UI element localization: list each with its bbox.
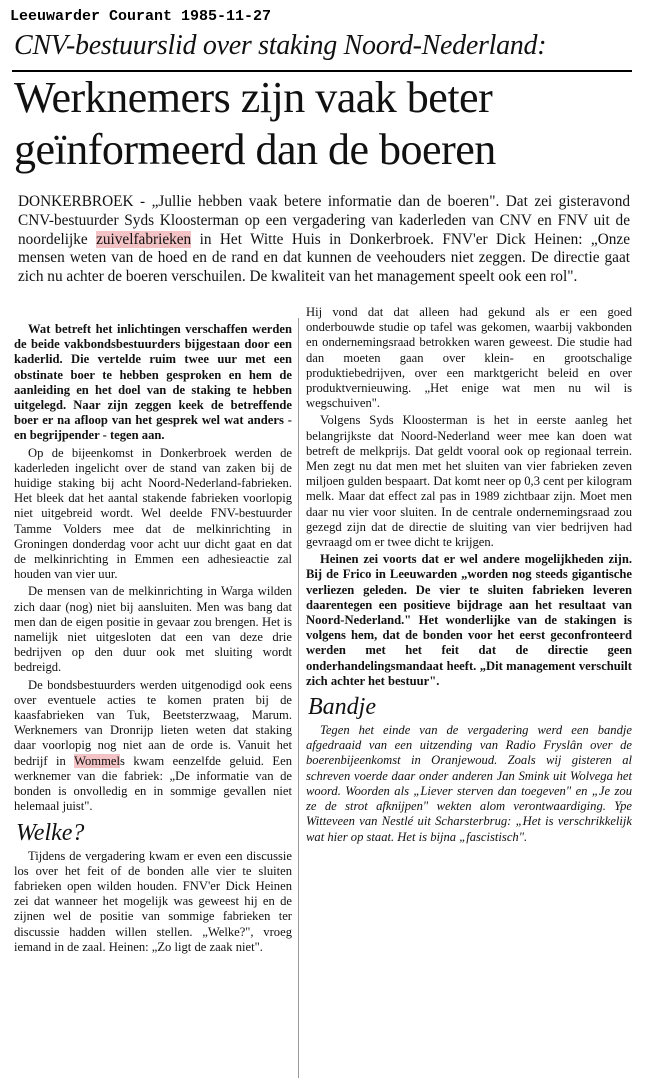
highlight-wommels: Wommel [74,753,120,768]
left-paragraph-2: Op de bijeenkomst in Donkerbroek werden de kaderleden ingelicht over de stand van zaken bij de huidige staking bij acht Noord-Nederland-fabrieken. Het bleek dat het aantal stakende fabrieken voorlopig niet uitgebreid wordt. Wel deelde FNV-bestuurder Tamme Volders mee dat de melkinrichting in Groningen donderdag voor acht uur dicht gaat en dat de melkinrichting in Emmen een adhesieactie zal houden van vier uur. [14,445,292,582]
right-column [306,305,632,847]
subhead-bandje: Bandje [308,694,376,721]
lead-text-1: DONKERBROEK - „Jullie hebben vaak betere informatie dan de boeren". Dat zei gisteravond CNV-bestuurder Syds Kloosterman op een vergadering van kaderleden van CNV en FNV uit de noordelijke [18,193,630,248]
right-paragraph-1: Hij vond dat dat alleen had gekund als er een goed onderbouwde studie op tafel was gekomen, waarbij vakbonden en ondernemingsraad betrokken waren geweest. Die studie had dan moeten gaan over klein- en grootschalige produktiebedrijven, over een marktgericht beleid en over produktvernieuwing. „Het enige wat men nu wil is wegschuiven". [306,305,632,411]
lead-text-2: in Het Witte Huis in Donkerbroek. FNV'er Dick Heinen: „Onze mensen weten van de hoed en de rand en dat kunnen de veehouders niet zeggen. De directie gaat zich nu achter de boeren verschuilen. De kwaliteit van het management speelt ook een rol". [18,230,630,286]
headline-line-1: Werknemers zijn vaak beter [14,73,493,122]
left-paragraph-4 [14,678,292,815]
column-divider [298,318,299,1078]
right-paragraph-3: Heinen zei voorts dat er wel andere mogelijkheden zijn. Bij de Frico in Leeuwarden „worden nog steeds gigantische verliezen geleden. De vier te sluiten fabrieken leveren daarentegen een positieve bijdrage aan het resultaat van Noord-Nederland." Het wonderlijke van de stakingen is volgens hem, dat de bonden voor het eerst geconfronteerd werden met het feit dat de directie geen onderhandelingsmandaat heeft. „Dit management verschuilt zich achter het bestuur". [306,552,632,688]
left-column [14,322,292,957]
source-line: Leeuwarder Courant 1985-11-27 [10,8,272,25]
right-paragraph-4: Tegen het einde van de vergadering werd een bandje afgedraaid van een uitzending van Radio Fryslân over de boerenbijeenkomst in Oranjewoud. Zoals wij gisteren al schreven voerde daar onder anderen Jan Smink uit Wolvega het woord. Woorden als „Liever sterven dan toegeven" en „Je zou ze de strot afknijpen" wekten alom verontwaardiging. Ype Witteveen van Nestlé uit Scharsterbrug: „Het is verschrikkelijk wat hier op staat. Het is bijna „fascistisch". [306,723,632,844]
highlight-zuivelfabrieken: zuivelfabrieken [96,230,192,248]
subhead-welke: Welke? [16,819,85,846]
right-paragraph-2: Volgens Syds Kloosterman is het in eerste aanleg het belangrijkste dat Noord-Nederland weer mee kan doen wat betreft de melkprijs. Dat geldt vooral ook op regionaal terrein. Men zegt nu dat men met het sluiten van vier fabrieken zeven miljoen gulden bespaart. Dat komt neer op 0,3 cent per kilogram melk. Maar dat effect zal pas in 1989 zichtbaar zijn. Moet men daar nu vier voor sluiten. In de centrale ondernemingsraad zou gezegd zijn dat de directie de sluiting van vier bedrijven had gevraagd om er twee dicht te krijgen. [306,413,632,550]
left-paragraph-4-text-b: s kwam eenzelfde geluid. Een werknemer van die fabriek: „De informatie van de bonden is onvolledig en in sommige gevallen niet helemaal juist". [14,753,293,814]
left-paragraph-5: Tijdens de vergadering kwam er even een discussie los over het feit of de bonden alle vier te sluiten fabrieken open wilden houden. FNV'er Dick Heinen zei dat wanneer het mogelijk was geweest hij en de zijnen wel de positie van sommige fabrieken ter discussie hadden willen stellen. „Welke?", vroeg iemand in de zaal. Heinen: „Zo ligt de zaak niet". [14,848,292,954]
left-paragraph-3: De mensen van de melkinrichting in Warga wilden zich daar (nog) niet bij aansluiten. Men was bang dat men dan de eigen positie in gevaar zou brengen. Het is namelijk niet uitgesloten dat een van deze drie bedrijven op den duur ook met sluiting wordt bedreigd. [14,584,292,675]
headline-line-2: geïnformeerd dan de boeren [14,125,496,174]
left-paragraph-1: Wat betreft het inlichtingen verschaffen werden de beide vakbondsbestuurders bijgestaan door een kaderlid. Die vertelde ruim twee uur met een obstinate boer te hebben gesproken en hem de aanleiding en het doel van de staking te hebben uitgelegd. Naar zijn zeggen keek de betreffende boer er na afloop van het gesprek wel wat anders - en begrijpender - tegen aan. [14,322,292,443]
kicker: CNV-bestuurslid over staking Noord-Nederland: [14,30,547,61]
lead-paragraph [18,193,630,287]
left-paragraph-4-text-a: De bondsbestuurders werden uitgenodigd ook eens over eventuele acties te komen praten bij de kaasfabrieken van Tuk, Beetsterzwaag, Marum. Werknemers van Dronrijp lieten weten dat staking daar voorlopig nog niet aan de orde is. Vanuit het bedrijf in [14,677,292,768]
